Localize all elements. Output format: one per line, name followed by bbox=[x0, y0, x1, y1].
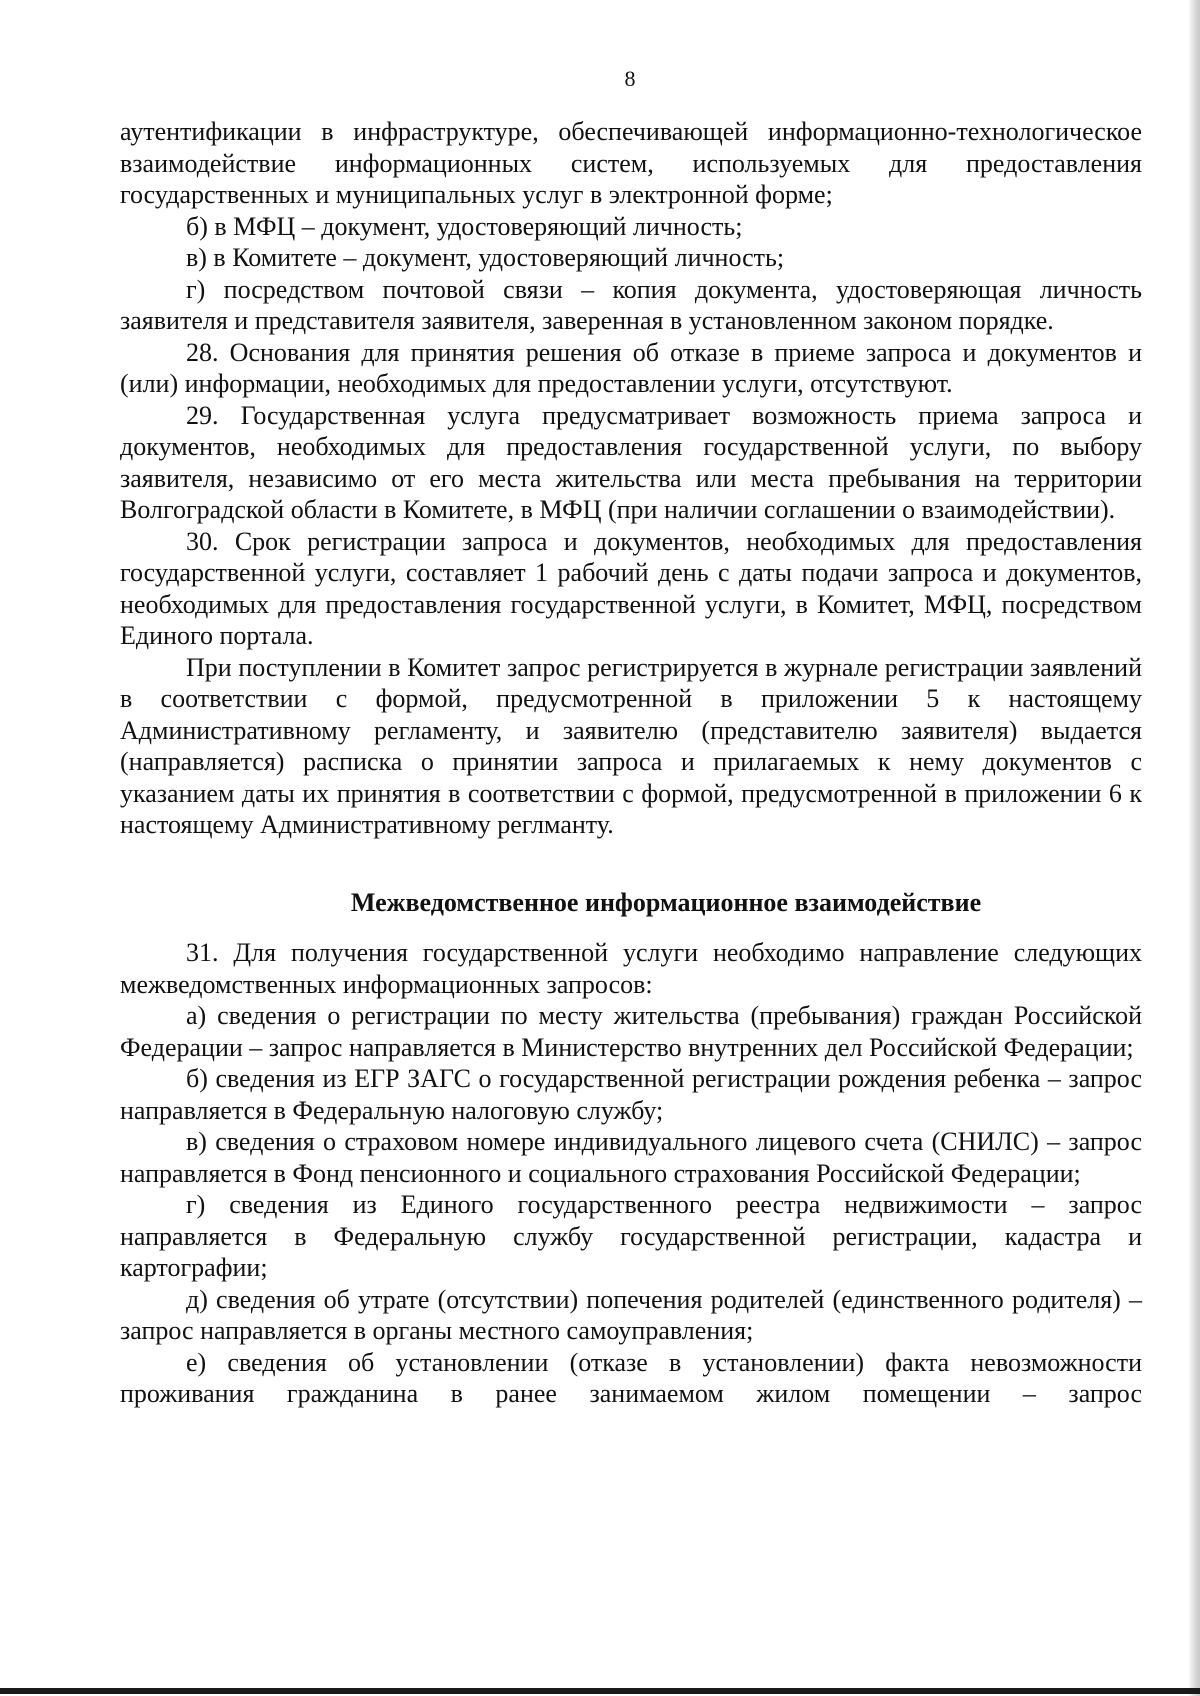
paragraph-31-item-v: в) сведения о страховом номере индивидуального лицевого счета (СНИЛС) – запрос направляется в Фонд пенсионного и социального страхования Российской Федерации; bbox=[120, 1127, 1142, 1188]
paragraph-30-registration: При поступлении в Комитет запрос регистрируется в журнале регистрации заявлений в соответствии с формой, предусмотренной в приложении 5 к настоящему Административному регламенту, и заявителю (представителю заявителя) выдается (направляется) расписка о принятии запроса и прилагаемых к нему документов с указанием даты их принятия в соответствии с формой, предусмотренной в приложении 6 к настоящему Административному реглманту. bbox=[120, 652, 1142, 839]
paragraph-29: 29. Государственная услуга предусматривает возможность приема запроса и документов, необходимых для предоставления государственной услуги, по выбору заявителя, независимо от его места жительства или места пребывания на территории Волгоградской области в Комитете, в МФЦ (при наличии соглашении о взаимодействии). bbox=[120, 400, 1142, 524]
paragraph-31-item-g: г) сведения из Единого государственного реестра недвижимости – запрос направляется в Федеральную службу государственной регистрации, кадастра и картографии; bbox=[120, 1190, 1142, 1282]
page-number: 8 bbox=[624, 66, 636, 91]
paragraph-31-item-d: д) сведения об утрате (отсутствии) попечения родителей (единственного родителя) – запрос направляется в органы местного самоуправления; bbox=[120, 1284, 1142, 1345]
paragraph-31-item-a: а) сведения о регистрации по месту жительства (пребывания) граждан Российской Федерации – запрос направляется в Министерство внутренних дел Российской Федерации; bbox=[120, 1001, 1142, 1062]
paragraph-28: 28. Основания для принятия решения об отказе в приеме запроса и документов и (или) информации, необходимых для предоставлении услуги, отсутствуют. bbox=[120, 337, 1142, 398]
paragraph-31-item-e: е) сведения об установлении (отказе в установлении) факта невозможности проживания гражданина в ранее занимаемом жилом помещении – запрос bbox=[120, 1347, 1142, 1408]
section-heading: Межведомственное информационное взаимодействие bbox=[350, 887, 982, 917]
paragraph-31-item-b: б) сведения из ЕГР ЗАГС о государственной регистрации рождения ребенка – запрос направляется в Федеральную налоговую службу; bbox=[120, 1064, 1142, 1125]
paragraph-authentication-continued: аутентификации в инфраструктуре, обеспечивающей информационно-технологическое взаимодействие информационных систем, используемых для предоставления государственных и муниципальных услуг в электронной форме; bbox=[120, 117, 1142, 209]
paragraph-item-b-mfc: б) в МФЦ – документ, удостоверяющий личность; bbox=[186, 211, 743, 241]
scan-edge-shadow bbox=[1188, 0, 1200, 1696]
paragraph-30: 30. Срок регистрации запроса и документов, необходимых для предоставления государственной услуги, составляет 1 рабочий день с даты подачи запроса и документов, необходимых для предоставления государственной услуги, в Комитет, МФЦ, посредством Единого портала. bbox=[120, 526, 1142, 650]
scan-bottom-edge bbox=[0, 1688, 1200, 1694]
paragraph-item-v-committee: в) в Комитете – документ, удостоверяющий личность; bbox=[186, 243, 785, 272]
paragraph-31: 31. Для получения государственной услуги необходимо направление следующих межведомственных информационных запросов: bbox=[120, 938, 1142, 999]
document-body bbox=[120, 116, 1142, 1410]
paragraph-item-g-postal: г) посредством почтовой связи – копия документа, удостоверяющая личность заявителя и представителя заявителя, заверенная в установленном законом порядке. bbox=[120, 274, 1142, 335]
